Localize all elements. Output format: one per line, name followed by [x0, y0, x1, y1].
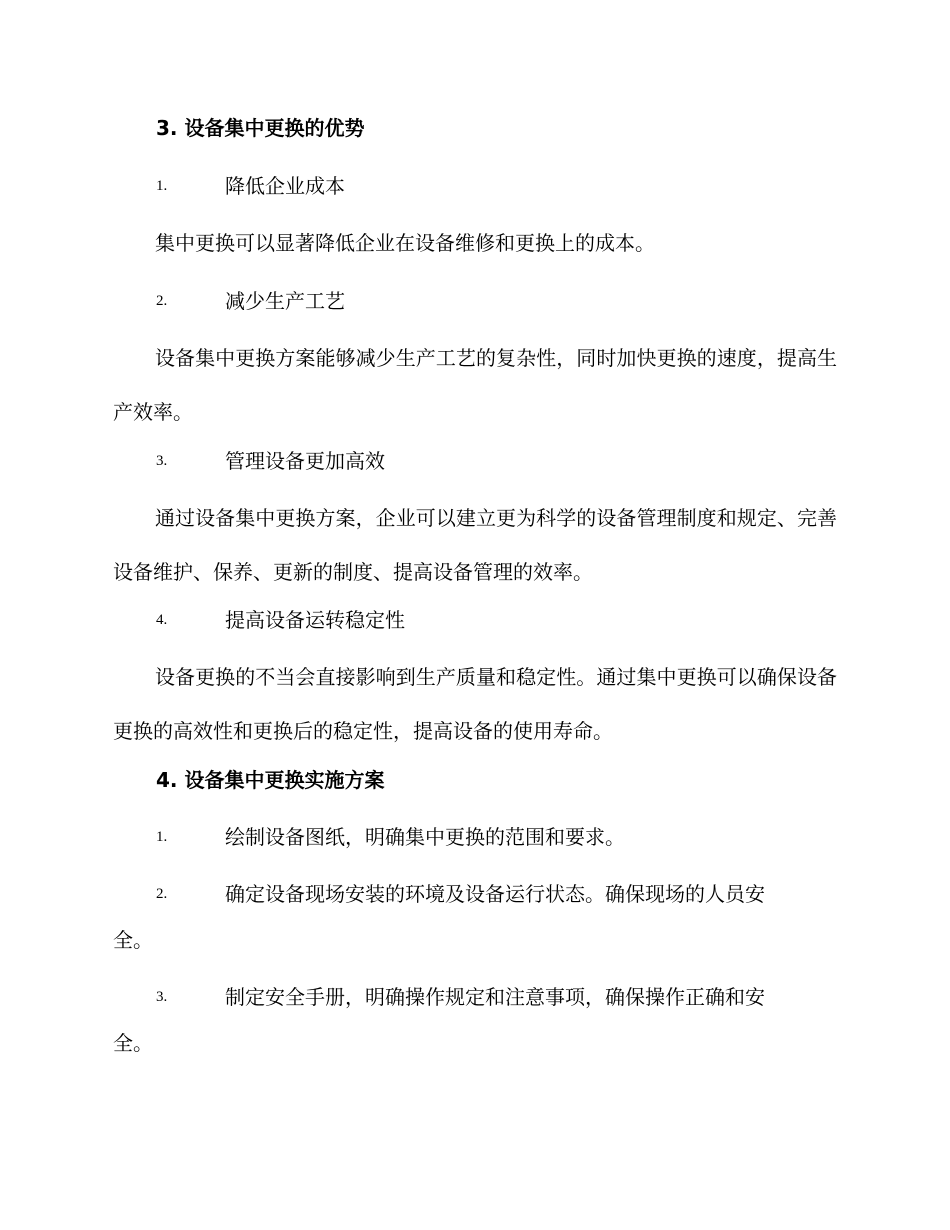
paragraph: 设备更换的不当会直接影响到生产质量和稳定性。通过集中更换可以确保设备更换的高效性和更换后的稳定性，提高设备的使用寿命。: [113, 665, 837, 743]
list-item-continuation: 全。: [113, 928, 153, 952]
list-number: 4.: [156, 612, 168, 628]
paragraph: 集中更换可以显著降低企业在设备维修和更换上的成本。: [155, 231, 655, 255]
section-heading: 3. 设备集中更换的优势: [156, 116, 365, 140]
list-item-title: 降低企业成本: [225, 174, 345, 198]
list-number: 2.: [156, 293, 168, 309]
list-item-title: 提高设备运转稳定性: [225, 608, 405, 632]
list-number: 2.: [156, 886, 168, 902]
list-item-title: 减少生产工艺: [225, 289, 345, 313]
list-item-continuation: 全。: [113, 1031, 153, 1055]
list-item-title: 确定设备现场安装的环境及设备运行状态。确保现场的人员安: [225, 882, 765, 906]
list-number: 1.: [156, 178, 168, 194]
paragraph: 设备集中更换方案能够减少生产工艺的复杂性，同时加快更换的速度，提高生产效率。: [113, 346, 837, 424]
section-heading: 4. 设备集中更换实施方案: [156, 768, 385, 792]
list-item-title: 管理设备更加高效: [225, 449, 385, 473]
list-item-title: 制定安全手册，明确操作规定和注意事项，确保操作正确和安: [225, 985, 765, 1009]
list-number: 1.: [156, 829, 168, 845]
paragraph: 通过设备集中更换方案，企业可以建立更为科学的设备管理制度和规定、完善设备维护、保养、更新的制度、提高设备管理的效率。: [113, 506, 837, 584]
list-item-title: 绘制设备图纸，明确集中更换的范围和要求。: [225, 825, 625, 849]
list-number: 3.: [156, 453, 168, 469]
list-number: 3.: [156, 989, 168, 1005]
